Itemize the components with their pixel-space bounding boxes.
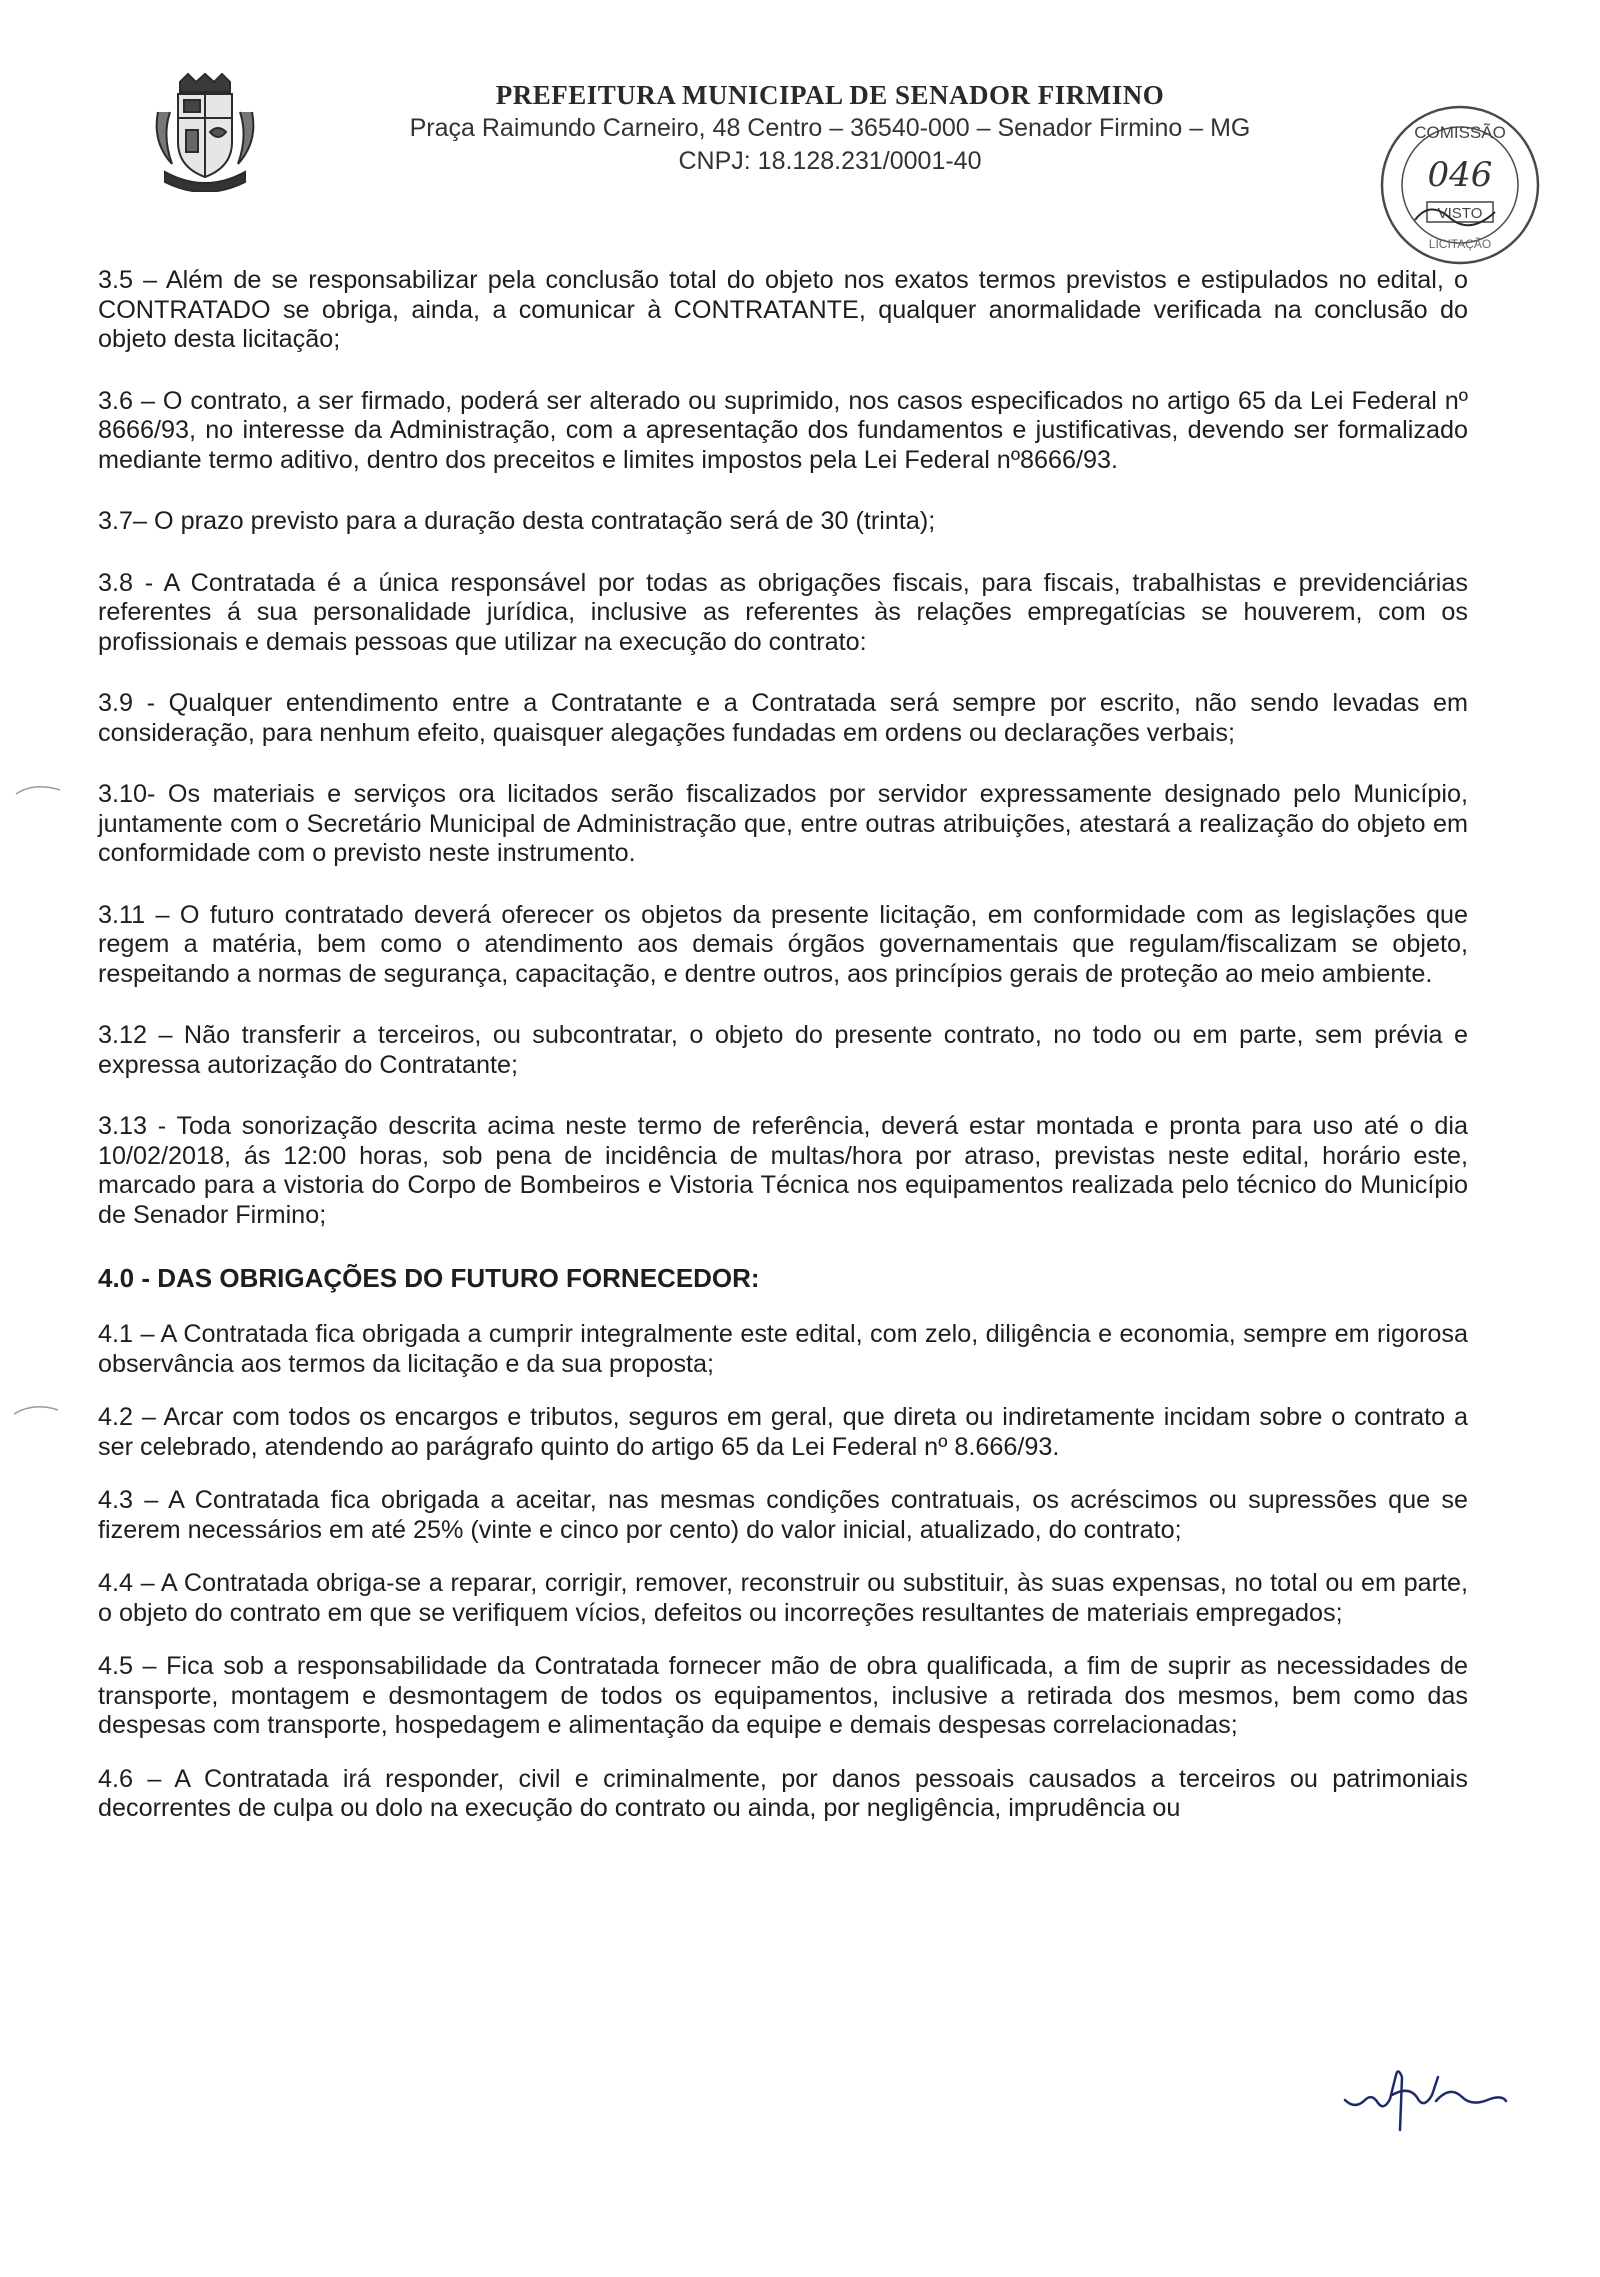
clause-3-6: 3.6 – O contrato, a ser firmado, poderá ser alterado ou suprimido, nos casos especificados no artigo 65 da Lei Federal nº 8666/93, no interesse da Administração, com a apresentação dos fundamentos e justificativas, devendo ser formalizado mediante termo aditivo, dentro dos preceitos e limites impostos pela Lei Federal nº8666/93. [98, 386, 1468, 474]
margin-mark [14, 780, 64, 800]
stamp-label: VISTO [1437, 205, 1483, 222]
clause-4-4: 4.4 – A Contratada obriga-se a reparar, corrigir, remover, reconstruir ou substituir, às suas expensas, no total ou em parte, o objeto do contrato em que se verifiquem vícios, defeitos ou incorreções resultantes de materiais empregados; [98, 1569, 1468, 1627]
clause-3-8: 3.8 - A Contratada é a única responsável por todas as obrigações fiscais, para fiscais, trabalhistas e previdenciárias referentes á sua personalidade jurídica, inclusive as referentes às relações empregatícias se houverem, com os profissionais e demais pessoas que utilizar na execução do contrato: [98, 568, 1468, 656]
stamp-top-text: COMISSÃO [1414, 123, 1506, 142]
clause-4-1: 4.1 – A Contratada fica obrigada a cumprir integralmente este edital, com zelo, diligência e economia, sempre em rigorosa observância aos termos da licitação e da sua proposta; [98, 1320, 1468, 1378]
section-4-heading: 4.0 - DAS OBRIGAÇÕES DO FUTURO FORNECEDOR: [98, 1263, 760, 1293]
clause-4-3: 4.3 – A Contratada fica obrigada a aceitar, nas mesmas condições contratuais, os acréscimos ou supressões que se fizerem necessários em até 25% (vinte e cinco por cento) do valor inicial, atualizado, do contrato; [98, 1486, 1468, 1544]
document-body [98, 266, 1468, 1848]
letterhead-address: Praça Raimundo Carneiro, 48 Centro – 36540-000 – Senador Firmino – MG [409, 114, 1251, 142]
clause-3-7: 3.7– O prazo previsto para a duração desta contratação será de 30 (trinta); [98, 507, 936, 535]
clause-4-2: 4.2 – Arcar com todos os encargos e tributos, seguros em geral, que direta ou indiretamente incidam sobre o contrato a ser celebrado, atendendo ao parágrafo quinto do artigo 65 da Lei Federal nº 8.666/93. [98, 1403, 1468, 1461]
letterhead [300, 78, 1360, 178]
clause-3-12: 3.12 – Não transferir a terceiros, ou subcontratar, o objeto do presente contrato, no todo ou em parte, sem prévia e expressa autorização do Contratante; [98, 1021, 1468, 1079]
handwritten-initials [1340, 2055, 1510, 2145]
clause-4-6: 4.6 – A Contratada irá responder, civil e criminalmente, por danos pessoais causados a terceiros ou patrimoniais decorrentes de culpa ou dolo na execução do contrato ou ainda, por negligência, imprudência ou [98, 1764, 1468, 1822]
clause-3-5: 3.5 – Além de se responsabilizar pela conclusão total do objeto nos exatos termos previstos e estipulados no edital, o CONTRATADO se obriga, ainda, a comunicar à CONTRATANTE, qualquer anormalidade verificada na conclusão do objeto desta licitação; [98, 266, 1468, 353]
margin-mark [12, 1400, 62, 1420]
stamp-number: 046 [1427, 155, 1493, 195]
clause-3-11: 3.11 – O futuro contratado deverá oferecer os objetos da presente licitação, em conformidade com as legislações que regem a matéria, bem como o atendimento aos demais órgãos governamentais que regulam/fiscalizam se objeto, respeitando a normas de segurança, capacitação, e dentre outros, aos princípios gerais de proteção ao meio ambiente. [98, 900, 1468, 988]
commission-stamp [1375, 100, 1545, 270]
letterhead-title: PREFEITURA MUNICIPAL DE SENADOR FIRMINO [495, 80, 1165, 110]
letterhead-cnpj: CNPJ: 18.128.231/0001-40 [678, 147, 982, 175]
stamp-bottom-text: LICITAÇÃO [1428, 237, 1492, 251]
clause-4-5: 4.5 – Fica sob a responsabilidade da Contratada fornecer mão de obra qualificada, a fim de suprir as necessidades de transporte, montagem e desmontagem de todos os equipamentos, inclusive a retirada dos mesmos, bem como das despesas com transporte, hospedagem e alimentação da equipe e demais despesas correlacionadas; [98, 1652, 1468, 1739]
clause-3-9: 3.9 - Qualquer entendimento entre a Contratante e a Contratada será sempre por escrito, não sendo levadas em consideração, para nenhum efeito, quaisquer alegações fundadas em ordens ou declarações verbais; [98, 689, 1468, 747]
clause-3-13: 3.13 - Toda sonorização descrita acima neste termo de referência, deverá estar montada e pronta para uso até o dia 10/02/2018, ás 12:00 horas, sob pena de incidência de multas/hora por atraso, previstas neste edital, horário este, marcado para a vistoria do Corpo de Bombeiros e Vistoria Técnica nos equipamentos realizada pelo técnico do Município de Senador Firmino; [98, 1112, 1468, 1229]
municipal-crest-icon [150, 72, 260, 192]
clause-3-10: 3.10- Os materiais e serviços ora licitados serão fiscalizados por servidor expressamente designado pelo Município, juntamente com o Secretário Municipal de Administração que, entre outras atribuições, atestará a realização do objeto em conformidade com o previsto neste instrumento. [98, 780, 1468, 867]
